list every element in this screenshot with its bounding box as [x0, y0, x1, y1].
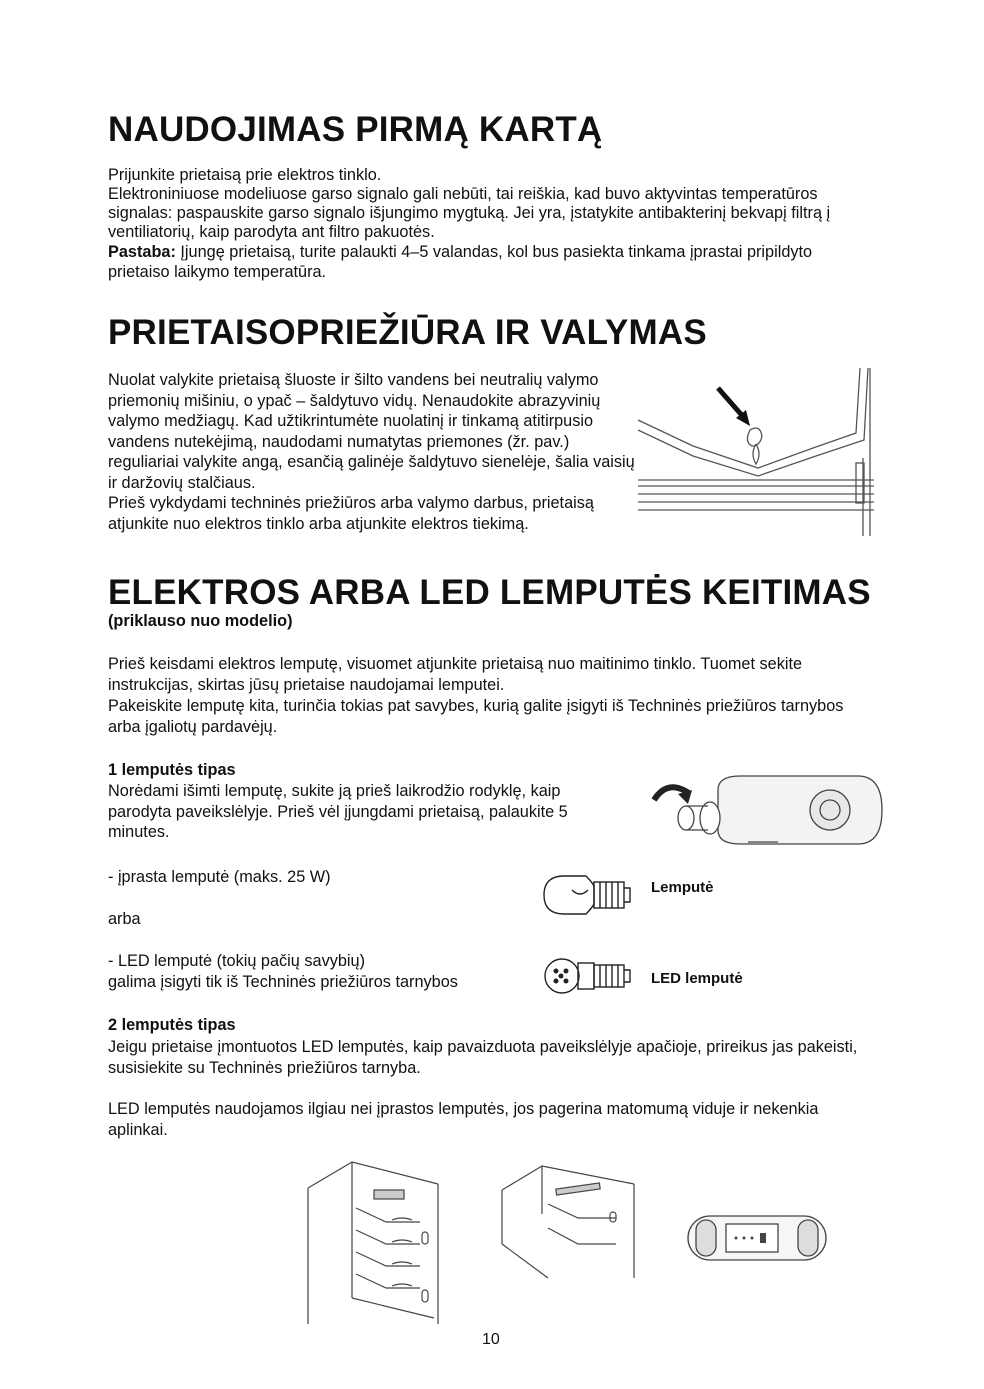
- section2-para1: Nuolat valykite prietaisą šluoste ir šilto vandens bei neutralių valymo priemonių mišiniu, o ypač – šaldytuvo vidų. Nenaudokite abrazyvinių valymo medžiagų. Kad užtikrintumėte nuolatinį ir tinkamą atitirpusio vandens nutekėjimą, naudodami numatytas priemones (žr. pav.) reguliariai valykite angą, esančią galinėje šaldytuvo sienelėje, šalia vaisių ir daržovių stalčiaus.: [108, 371, 635, 492]
- page-number: 10: [482, 1331, 500, 1348]
- section3-intro: [108, 654, 878, 738]
- or-text: arba: [108, 910, 141, 928]
- led-bulb-icon: [542, 955, 634, 997]
- section3-title: ELEKTROS ARBA LED LEMPUTĖS KEITIMAS: [108, 573, 871, 612]
- led-module-illustration: [684, 1210, 830, 1266]
- note-text: Įjungę prietaisą, turite palaukti 4–5 valandas, kol bus pasiekta tinkama įprastai pripildyto prietaiso laikymo temperatūra.: [108, 243, 813, 281]
- bulb-led-line1: - LED lemputė (tokių pačių savybių): [108, 952, 365, 970]
- type2-heading: 2 lemputės tipas: [108, 1016, 236, 1034]
- type2-text: Jeigu prietaise įmontuotos LED lemputės, kaip pavaizduota paveikslėlyje apačioje, prireikus jas pakeisti, susisiekite su Techninės priežiūros tarnyba.: [108, 1038, 858, 1077]
- regular-bulb-icon: [542, 872, 634, 918]
- section3-intro1: Prieš keisdami elektros lemputę, visuomet atjunkite prietaisą nuo maitinimo tinklo. Tuomet sekite instrukcijas, skirtas jūsų prietaise naudojamai lemputei.: [108, 655, 803, 694]
- section1-title: NAUDOJIMAS PIRMĄ KARTĄ: [108, 110, 603, 149]
- type1-heading: 1 lemputės tipas: [108, 761, 236, 779]
- section2-body: [108, 370, 643, 534]
- note-label: Pastaba:: [108, 243, 176, 261]
- label-bulb: Lemputė: [651, 879, 714, 896]
- bulb-regular-text: - įprasta lemputė (maks. 25 W): [108, 868, 331, 886]
- drain-cleaning-illustration: [638, 368, 878, 536]
- section1-body: [108, 166, 878, 282]
- section1-line2: Elektroniniuose modeliuose garso signalo gali nebūti, tai reiškia, kad buvo aktyvintas temperatūros signalas: paspauskite garso signalo išjungimo mygtuką. Jei yra, įstatykite antibakterinį bekvapį filtrą į ventiliatorių, kaip parodyta ant filtro pakuotės.: [108, 185, 831, 241]
- fridge-interior-illustration: [304, 1158, 444, 1328]
- bulb-led-line2: galima įsigyti tik iš Techninės priežiūros tarnybos: [108, 972, 458, 991]
- section2-title: PRIETAISOPRIEŽIŪRA IR VALYMAS: [108, 313, 707, 352]
- section2-para2: Prieš vykdydami techninės priežiūros arba valymo darbus, prietaisą atjunkite nuo elektros tinklo arba atjunkite elektros tiekimą.: [108, 494, 594, 533]
- fridge-ceiling-led-illustration: [498, 1162, 640, 1282]
- label-led: LED lemputė: [651, 970, 743, 987]
- bulb-led-text: [108, 951, 548, 992]
- lamp-housing-illustration: [648, 770, 888, 855]
- type1-text: Norėdami išimti lemputę, sukite ją prieš laikrodžio rodyklę, kaip parodyta paveikslėlyje. Prieš vėl įjungdami prietaisą, palaukite 5 minutes.: [108, 782, 568, 841]
- section3-subtitle: (priklauso nuo modelio): [108, 612, 293, 630]
- led-benefit-text: LED lemputės naudojamos ilgiau nei įprastos lemputės, jos pagerina matomumą viduje ir nekenkia aplinkai.: [108, 1100, 819, 1139]
- section1-line1: Prijunkite prietaisą prie elektros tinklo.: [108, 166, 382, 184]
- section1-note: [108, 242, 878, 282]
- section3-intro2: Pakeiskite lemputę kita, turinčia tokias pat savybes, kurią galite įsigyti iš Techninės priežiūros tarnybos arba įgaliotų pardavėjų.: [108, 697, 844, 736]
